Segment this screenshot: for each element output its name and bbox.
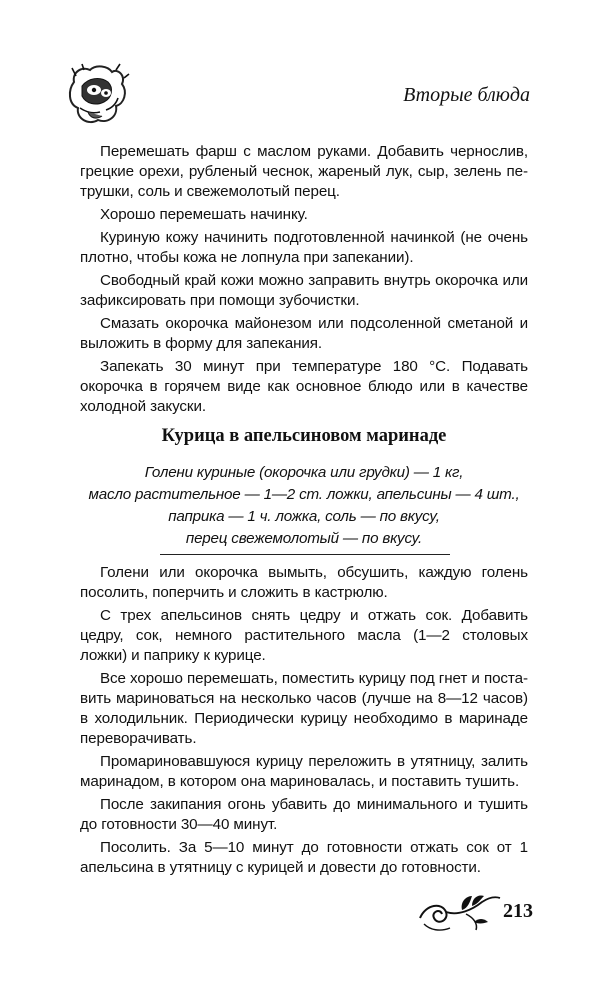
paragraph: Смазать окорочка майонезом или подсоленной сметаной и выложить в форму для запекания. <box>80 315 528 352</box>
ingredient-line: масло растительное — 1—2 ст. ложки, апельсины — 4 шт., <box>88 486 520 503</box>
ingredient-line: Голени куриные (окорочка или грудки) — 1 кг, <box>144 464 464 481</box>
recipe-step: Посолить. За 5—10 минут до готовности отжать сок от 1 апельсина в утятницу с курицей и довести до готовности. <box>80 839 528 876</box>
recipe-steps <box>80 563 528 878</box>
recipe-step: Голени или окорочка вымыть, обсушить, каждую голень посолить, поперчить и сложить в кастрюлю. <box>80 564 528 601</box>
paragraph: Свободный край кожи можно заправить внутрь окорочка или зафиксировать при помощи зубочистки. <box>80 272 528 309</box>
recipe-step: После закипания огонь убавить до минимального и тушить до готовности 30—40 минут. <box>80 796 528 833</box>
crab-claw-vignette-icon <box>66 62 130 128</box>
page-number: 213 <box>503 900 533 922</box>
section-title: Вторые блюда <box>403 84 530 106</box>
ingredients-list <box>80 462 528 550</box>
recipe-step: Промариновавшуюся курицу переложить в утятницу, залить маринадом, в котором она мариновалась, и поставить тушить. <box>80 753 528 790</box>
recipe-step: С трех апельсинов снять цедру и отжать сок. Добавить цедру, сок, немного растительного масла (1—2 столовых ложки) и паприку к курице. <box>80 607 528 664</box>
ingredients-divider <box>160 554 450 555</box>
paragraph: Перемешать фарш с маслом руками. Добавить чернослив, грецкие орехи, рубленый чеснок, жареный лук, сыр, зелень петрушки, соль и свежемолотый перец. <box>80 143 528 200</box>
recipe-step: Все хорошо перемешать, поместить курицу под гнет и поставить мариноваться на несколько часов (лучше на 8—12 часов) в холодильник. Периодически курицу необходимо в маринаде переворачивать. <box>80 670 528 747</box>
intro-text <box>80 142 528 417</box>
paragraph: Куриную кожу начинить подготовленной начинкой (не очень плотно, чтобы кожа не лопнула при запекании). <box>80 229 528 266</box>
floral-swirl-ornament-icon <box>416 888 502 934</box>
paragraph: Хорошо перемешать начинку. <box>100 206 308 223</box>
paragraph: Запекать 30 минут при температуре 180 °С. Подавать окорочка в горячем виде как основное блюдо или в качестве холодной закуски. <box>80 358 528 415</box>
recipe-title: Курица в апельсиновом маринаде <box>161 426 447 446</box>
ingredient-line: перец свежемолотый — по вкусу. <box>185 530 423 547</box>
ingredient-line: паприка — 1 ч. ложка, соль — по вкусу, <box>168 508 440 525</box>
